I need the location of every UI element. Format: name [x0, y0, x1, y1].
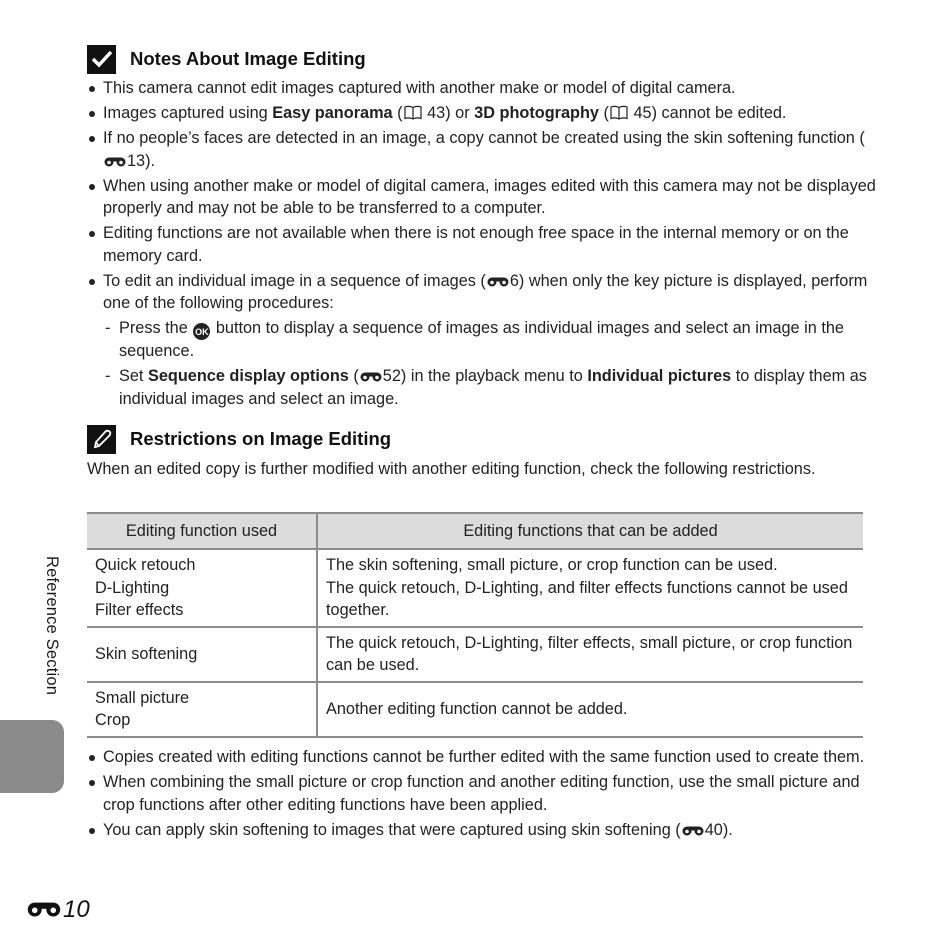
- list-item: - Set Sequence display options ( 52) in the playback menu to Individual pictures to display them as individual images and select an image.: [103, 365, 877, 410]
- list-item: Copies created with editing functions cannot be further edited with the same function used to create them.: [87, 746, 877, 769]
- binoculars-icon: [27, 897, 61, 924]
- restrictions-title: Restrictions on Image Editing: [130, 428, 392, 449]
- list-item: You can apply skin softening to images that were captured using skin softening ( 40).: [87, 819, 877, 842]
- table-cell-added: The skin softening, small picture, or crop function can be used. The quick retouch, D-Lighting, and filter effects functions cannot be used together.: [317, 549, 863, 627]
- table-row: [87, 682, 863, 737]
- list-item: When combining the small picture or crop function and another editing function, use the small picture and crop functions after other editing functions have been applied.: [87, 771, 877, 816]
- table-header-row: [87, 513, 863, 549]
- table-row: [87, 549, 863, 627]
- table-cell-added: The quick retouch, D-Lighting, filter effects, small picture, or crop function can be used.: [317, 627, 863, 682]
- table-cell-added: Another editing function cannot be added.: [317, 682, 863, 737]
- table-cell-used: Small picture Crop: [87, 682, 317, 737]
- page-number: 10: [63, 896, 90, 923]
- list-item: - Press the OK button to display a sequence of images as individual images and select an image in the sequence.: [103, 317, 877, 363]
- side-section-label: Reference Section: [43, 556, 61, 696]
- restrictions-table: [87, 512, 863, 738]
- page-footer: [27, 896, 90, 924]
- restrictions-heading: [87, 422, 391, 456]
- ok-button-icon: OK: [193, 323, 210, 340]
- binoculars-icon: [487, 274, 509, 288]
- table-cell-used: Skin softening: [87, 627, 317, 682]
- binoculars-icon: [104, 154, 126, 168]
- table-row: [87, 627, 863, 682]
- list-item: When using another make or model of digital camera, images edited with this camera may not be displayed properly and may not be able to be transferred to a computer.: [87, 175, 877, 220]
- column-header: Editing function used: [87, 513, 317, 549]
- binoculars-icon: [682, 823, 704, 837]
- notes-title: Notes About Image Editing: [130, 48, 366, 69]
- notes-heading: [87, 42, 366, 76]
- side-section-tab: [0, 720, 64, 793]
- restrictions-notes-list: [87, 746, 877, 844]
- book-icon: [610, 105, 628, 120]
- book-icon: [404, 105, 422, 120]
- table-cell-used: Quick retouch D-Lighting Filter effects: [87, 549, 317, 627]
- pencil-icon: [87, 425, 116, 454]
- list-item: Images captured using Easy panorama ( 43) or 3D photography ( 45) cannot be edited.: [87, 102, 877, 125]
- list-item: This camera cannot edit images captured with another make or model of digital camera.: [87, 77, 877, 100]
- procedure-list: [103, 317, 877, 411]
- list-item: If no people’s faces are detected in an image, a copy cannot be created using the skin softening function ( 13).: [87, 127, 877, 172]
- list-item: To edit an individual image in a sequence of images ( 6) when only the key picture is displayed, perform one of the following procedures: - Press the OK button to display a sequence of images as individual images and select an image in the sequence. - Set Sequence display options ( 52) in the playback menu to Individual pictures to display them as individual images and select an image.: [87, 270, 877, 411]
- list-item: Editing functions are not available when there is not enough free space in the internal memory or on the memory card.: [87, 222, 877, 267]
- restrictions-intro: When an edited copy is further modified with another editing function, check the following restrictions.: [87, 460, 816, 478]
- notes-list: [87, 77, 877, 413]
- checkmark-icon: [87, 45, 116, 74]
- column-header: Editing functions that can be added: [317, 513, 863, 549]
- binoculars-icon: [360, 369, 382, 383]
